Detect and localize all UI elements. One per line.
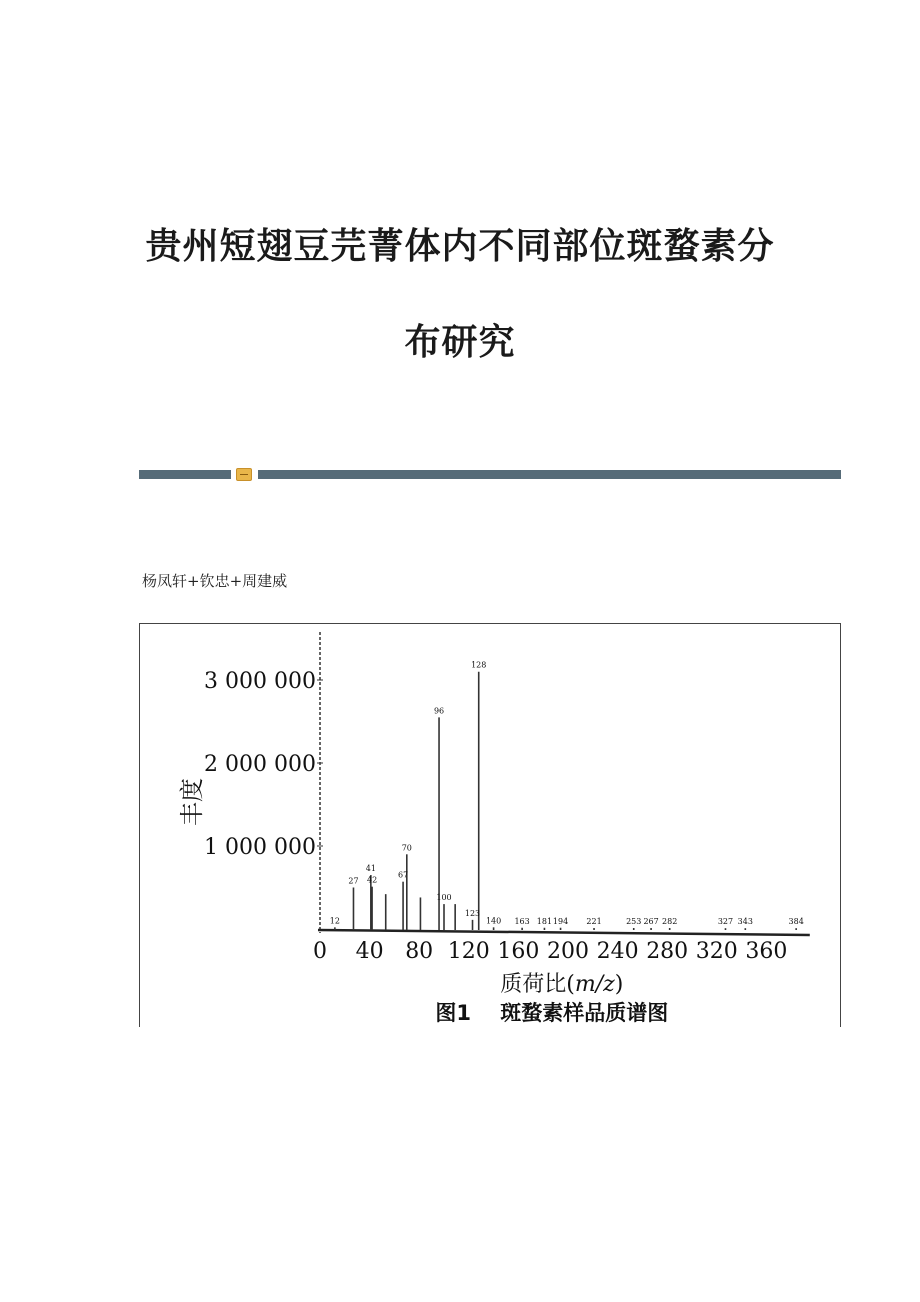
peak-label: 181 <box>536 916 553 926</box>
peak-label: 100 <box>436 893 452 903</box>
peak-label: 128 <box>471 660 487 670</box>
x-tick-label: 200 <box>547 939 589 964</box>
divider-bar-right <box>258 470 841 479</box>
peak-label: 12 <box>329 916 340 926</box>
x-tick-label: 240 <box>596 939 639 964</box>
y-tick-label: 2 000 000 <box>204 752 316 777</box>
x-tick-label: 280 <box>646 939 689 964</box>
peak-label: 221 <box>586 917 602 927</box>
peak-label: 384 <box>788 917 804 927</box>
peak-label: 253 <box>626 917 642 927</box>
mass-spectrum-chart <box>140 624 840 1027</box>
peak-label: 67 <box>397 870 409 880</box>
page-title-line-1: 贵州短翅豆芫菁体内不同部位斑蝥素分 <box>145 225 775 267</box>
divider-bar-left <box>139 470 231 479</box>
peak-label: 267 <box>643 917 659 927</box>
envelope-icon <box>236 468 252 481</box>
peak-label: 327 <box>717 917 734 927</box>
figure-caption: 图1 斑蝥素样品质谱图 <box>435 1001 669 1025</box>
y-tick-label: 3 000 000 <box>204 669 316 694</box>
peak-labels <box>330 661 804 926</box>
peak-label: 163 <box>514 916 530 926</box>
chart-axes <box>318 632 810 935</box>
peak-label: 194 <box>552 916 569 926</box>
author-list: 杨凤轩+钦忠+周建威 <box>142 572 288 590</box>
y-tick-labels <box>204 669 323 860</box>
x-axis-title: 质荷比(m/z) <box>500 972 624 997</box>
x-tick-label: 80 <box>405 939 434 964</box>
x-tick-label: 40 <box>355 939 384 964</box>
x-axis-line <box>318 930 810 935</box>
figure-frame <box>139 623 841 1027</box>
y-tick-label: 1 000 000 <box>204 835 316 860</box>
x-tick-label: 160 <box>497 939 540 964</box>
x-tick-labels <box>313 939 787 964</box>
y-axis-title: 丰度 <box>178 778 206 826</box>
peak-label: 41 <box>365 864 376 874</box>
peak-label: 140 <box>485 916 502 926</box>
x-tick-label: 320 <box>695 939 738 964</box>
peak-label: 282 <box>662 917 678 927</box>
x-tick-label: 0 <box>313 939 327 964</box>
x-tick-label: 120 <box>447 939 490 964</box>
peak-label: 42 <box>366 875 378 885</box>
peak-label: 123 <box>464 908 481 918</box>
peak-label: 70 <box>401 843 412 853</box>
x-tick-label: 360 <box>745 939 788 964</box>
peak-series <box>335 672 796 930</box>
peak-label: 343 <box>737 917 753 927</box>
page-title-line-2: 布研究 <box>404 321 516 363</box>
peak-label: 27 <box>348 876 359 886</box>
peak-label: 96 <box>433 706 445 716</box>
